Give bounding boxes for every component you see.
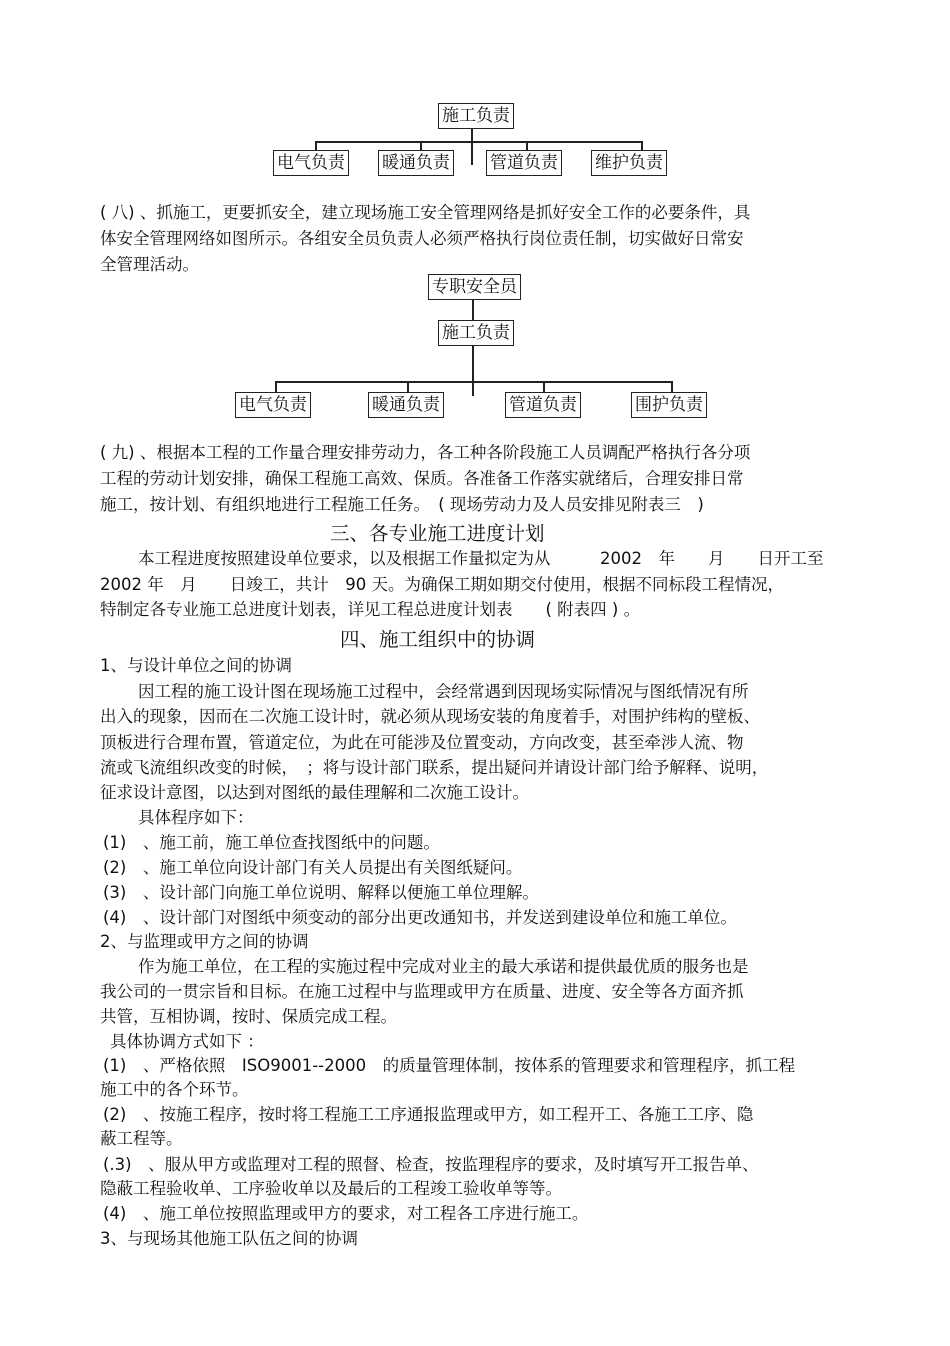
org-chart-safety: [0, 0, 950, 430]
section-3-line: 本工程进度按照建设单位要求，以及根据工作量拟定为从 2002 年 月 日开工至: [138, 549, 824, 568]
subsection-2-heading: 2、与监理或甲方之间的协调: [100, 932, 309, 951]
list-item: (2) 、施工单位向设计部门有关人员提出有关图纸疑问。: [103, 858, 523, 877]
section-3-line: 2002 年 月 日竣工，共计 90 天。为确保工期如期交付使用，根据不同标段工程情况，: [100, 575, 784, 594]
org-node-hvac: 暖通负责: [368, 392, 444, 418]
org-node-safety-officer: 专职安全员: [428, 274, 521, 300]
subsection-1-line: 征求设计意图，以达到对图纸的最佳理解和二次施工设计。: [100, 783, 529, 802]
org-node-construction-lead: 施工负责: [438, 320, 514, 346]
list-item: 蔽工程等。: [100, 1129, 183, 1148]
org-connector: [472, 346, 474, 396]
org-node-electrical: 电气负责: [235, 392, 311, 418]
list-item: (4) 、设计部门对图纸中须变动的部分出更改通知书，并发送到建设单位和施工单位。: [103, 908, 737, 927]
subsection-2-line: 我公司的一贯宗旨和目标。在施工过程中与监理或甲方在质量、进度、安全等各方面齐抓: [100, 982, 744, 1001]
subsection-1-line: 顶板进行合理布置，管道定位，为此在可能涉及位置变动，方向改变，甚至牵涉人流、物: [100, 733, 744, 752]
paragraph-8-line: 全管理活动。: [100, 255, 199, 274]
list-item: (2) 、按施工程序，按时将工程施工工序通报监理或甲方，如工程开工、各施工工序、隐: [103, 1105, 754, 1124]
subsection-1-intro: 具体程序如下：: [138, 808, 254, 827]
list-item: 施工中的各个环节。: [100, 1080, 249, 1099]
subsection-2-line: 作为施工单位，在工程的实施过程中完成对业主的最大承诺和提供最优质的服务也是: [138, 957, 749, 976]
subsection-1-heading: 1、与设计单位之间的协调: [100, 656, 292, 675]
org-connector: [275, 381, 673, 383]
subsection-2-intro: 具体协调方式如下 ：: [110, 1032, 264, 1051]
paragraph-8-line: 体安全管理网络如图所示。各组安全员负责人必须严格执行岗位责任制，切实做好日常安: [100, 229, 744, 248]
section-4-title: 四、施工组织中的协调: [340, 628, 536, 651]
org-node-electrical: 电气负责: [273, 150, 349, 176]
list-item: (1) 、施工前，施工单位查找图纸中的问题。: [103, 833, 440, 852]
org-node-piping: 管道负责: [505, 392, 581, 418]
org-node-enclosure: 围护负责: [631, 392, 707, 418]
org-node-piping: 管道负责: [486, 150, 562, 176]
list-item: (1) 、严格依照 ISO9001--2000 的质量管理体制，按体系的管理要求和管理程序，抓工程: [103, 1056, 796, 1075]
subsection-1-line: 流或飞流组织改变的时候， ；将与设计部门联系，提出疑问并请设计部门给予解释、说明，: [100, 758, 769, 777]
list-item: (4) 、施工单位按照监理或甲方的要求，对工程各工序进行施工。: [103, 1204, 589, 1223]
subsection-3-heading: 3、与现场其他施工队伍之间的协调: [100, 1229, 358, 1248]
paragraph-9-line: 工程的劳动计划安排，确保工程施工高效、保质。各准备工作落实就绪后，合理安排日常: [100, 469, 744, 488]
org-node-construction-lead: 施工负责: [438, 103, 514, 129]
org-node-hvac: 暖通负责: [378, 150, 454, 176]
subsection-2-line: 共管，互相协调，按时、保质完成工程。: [100, 1007, 397, 1026]
list-item: (3) 、设计部门向施工单位说明、解释以便施工单位理解。: [103, 883, 539, 902]
paragraph-9-line: 施工，按计划、有组织地进行工程施工任务。 ( 现场劳动力及人员安排见附表三 ): [100, 495, 704, 514]
list-item: (.3) 、服从甲方或监理对工程的照督、检查，按监理程序的要求，及时填写开工报告单、: [103, 1155, 759, 1174]
org-connector: [472, 300, 474, 320]
section-3-title: 三、各专业施工进度计划: [330, 522, 545, 545]
section-3-line: 特制定各专业施工总进度计划表，详见工程总进度计划表 ( 附表四 ) 。: [100, 600, 641, 619]
list-item: 隐蔽工程验收单、工序验收单以及最后的工程竣工验收单等等。: [100, 1179, 562, 1198]
subsection-1-line: 因工程的施工设计图在现场施工过程中，会经常遇到因现场实际情况与图纸情况有所: [138, 682, 749, 701]
org-node-maintenance: 维护负责: [591, 150, 667, 176]
paragraph-9-line: ( 九) 、根据本工程的工作量合理安排劳动力，各工种各阶段施工人员调配严格执行各分项: [100, 443, 751, 462]
paragraph-8-line: ( 八) 、抓施工，更要抓安全，建立现场施工安全管理网络是抓好安全工作的必要条件，具: [100, 203, 751, 222]
subsection-1-line: 出入的现象，因而在二次施工设计时，就必须从现场安装的角度着手，对围护纬构的壁板、: [100, 707, 760, 726]
